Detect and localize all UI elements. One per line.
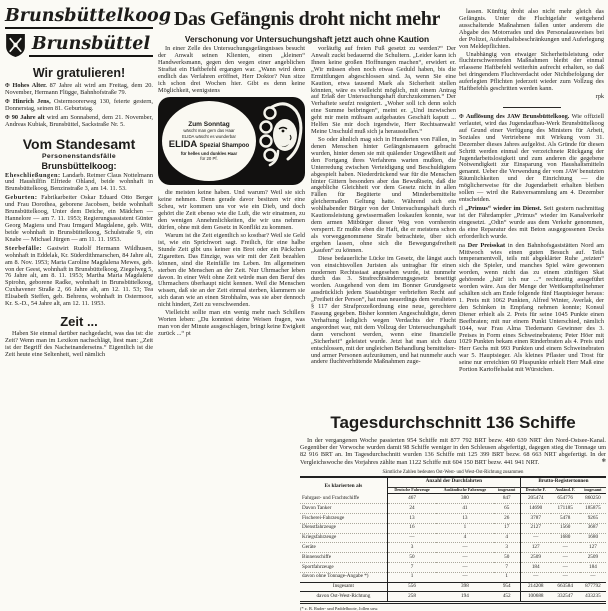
row-label: Sportfahrzeuge (300, 563, 387, 573)
registry-heading: Vom Standesamt (22, 135, 136, 152)
table-cell: 185875 (580, 504, 606, 514)
item-lead: Hohes Alter. (12, 82, 47, 89)
column-subheader: Deutsche F. (520, 487, 550, 494)
ad-brand (169, 140, 249, 150)
table-cell: 847 (494, 494, 521, 504)
table-cell: 452 (494, 592, 521, 603)
table-cell: 50 (494, 553, 521, 563)
table-row (300, 533, 606, 543)
table-cell: 13 (436, 514, 493, 524)
column-subheader: Ausländ. F. (551, 487, 580, 494)
ad-line: ELIDA wäscht es wunderbar (182, 133, 236, 139)
registry-entry (5, 246, 153, 308)
table-cell: 3787 (520, 514, 550, 524)
table-cell: 663584 (551, 582, 580, 592)
table-cell: 433235 (580, 592, 606, 603)
column-subheader: Ausländische Fahrzeuge (436, 487, 493, 494)
table-cell: 1560 (551, 523, 580, 533)
table-cell: 4 (436, 533, 493, 543)
row-label: Geräte (300, 543, 387, 553)
left-column (5, 58, 153, 360)
table-row (300, 543, 606, 553)
row-label: davon Ost-West-Richtung (300, 592, 387, 603)
shipping-table (300, 476, 606, 604)
item-text: 87 Jahre alt wird am Freitag, dem 20. November, Hermann Flügge, Bahnhofstraße 79. (5, 82, 153, 96)
table-cell: 14690 (520, 504, 550, 514)
item-lead: Hinrich Jens, (12, 97, 51, 105)
table-cell: 4 (494, 533, 521, 543)
item-lead: Der Preisskat (467, 241, 506, 249)
paragraph: Unabhängig von etwaiger Sicherheitsleistung oder fluchterschwerenden Maßnahmen bleibt der einmal erlassene Haftbefehl weiterhin aufrecht erhalten, so daß bei dringendem Fluchtverdacht oder Nichtbefolgung der auferlegten Pflichten jederzeit wieder zum Vollzug des Haftbefehls geschritten werden kann. (459, 50, 604, 93)
item-prefix: na (459, 241, 465, 249)
ad-brand-name: ELIDA (168, 139, 197, 151)
item-lead: „Primus“ wieder im Dienst. (465, 204, 542, 212)
main-headline: Das Gefängnis droht nicht mehr (173, 8, 441, 30)
ship-table-body (300, 494, 606, 603)
table-cell: — (436, 543, 493, 553)
table-cell: 258 (387, 592, 436, 603)
article-text (311, 46, 456, 366)
masthead-title-top: Brunsbüttelkoog (5, 6, 153, 29)
row-label: Fahrgast- und Frachtschiffe (300, 494, 387, 504)
entry-text: Gastwirt Rudolf Hermann Wildhusen, wohnhaft in Eddelak, Kr. Süderdithmarschen, 84 Jahre alt, am 8. Nov. 1953; Maria Caroline Magdalena Mewes, geb. von der Geest, wohnhaft in Brunsbüttelkoog, Ziegelweg 5, 76 Jahre alt, am 8. 11. 1953; Martha Maria Magdalene Spirohn, geborene Radke, wohnhaft in Brunsbüttelkoog, Cuxhavener Straße 2, 66 Jahre alt, am 12. 11. 53; Tea Elisabeth Steffen, geb. Behrens, wohnhaft in Ostermoor, Kr. S.-D., 54 Jahre alt, am 12. 11. 1953. (5, 244, 153, 308)
table-cell: 13 (387, 514, 436, 524)
table-cell: 7 (494, 563, 521, 573)
table-cell: 3687 (580, 523, 606, 533)
row-label: Davon Tanker (300, 504, 387, 514)
article-column-1 (158, 46, 305, 339)
table-cell: — (436, 553, 493, 563)
table-cell: 214208 (520, 582, 550, 592)
congrats-item (5, 115, 153, 129)
registry-entry (5, 173, 153, 194)
congrats-item (5, 83, 153, 97)
column-subheader: Deutsche Fahrzeuge (387, 487, 436, 494)
ad-line: Zum Sonntag (188, 121, 230, 129)
table-cell: 2127 (520, 523, 550, 533)
row-label: Kriegsfahrzeuge (300, 533, 387, 543)
table-cell: 556 (387, 582, 436, 592)
table-cell: 1 (436, 523, 493, 533)
table-footnote: (* z. B. Ruder- und Paddelboote, Jollen usw. (300, 606, 379, 611)
item-lead: 90 Jahre alt (11, 113, 45, 121)
table-row (300, 592, 606, 603)
table-cell: 2509 (520, 553, 550, 563)
paragraph: Diese bedauerliche Lücke im Gesetz, die längst auch von einsichtsvollen Juristen als untragbar für einen modernen Rechtsstaat angesehen wurde, ist nunmehr durch das 3. Strafrechtsänderungsgesetz beseitigt worden. Ausgehend von dem im Bonner Grundgesetz ausdrücklich jedem Staatsbürger verbrieften Recht auf „Freiheit der Person“, hat man neuerdings dem veralteten § 117 der Strafprozeßordnung eine neue, gerechtere Fassung gegeben. Bisher konnten Angeschuldigte, deren Verhaftung lediglich wegen Verdachts der Flucht angeordnet war, mit dem Vollzug der Untersuchungshaft dann verschont werden, wenn eine finanzielle „Sicherheit“ geleistet wurde. Jetzt hat man sich dazu entschlossen, mit der ungleichen Behandlung bemittelter- und armer Personen aufzuräumen, und hat nunmehr auch andere fluchtverhütende Maßnahmen zuge- (311, 254, 457, 366)
table-cell: 2509 (580, 553, 606, 563)
news-item (459, 206, 604, 241)
table-cell: 877792 (580, 582, 606, 592)
table-cell: 467 (387, 494, 436, 504)
registry-place: Brunsbüttelkoog: (41, 160, 117, 171)
entry-text: Fabrikarbeiter Oskar Eduard Otto Berger und Frau Dorothea, geborene Jacobsen, beide wohnhaft Brunsbüttelkoog, Unter dem Deiche, ein Mädchen — Hannelore — am 7. 11. 1953; Regierungsassistent Günter Georg Magiera und Frau Irmgard Magdalene, geb. Witt, beide wohnhaft in Brunsbüttelkoog, Schulstraße 9, ein Knabe — Michael Jürgen — am 11. 11. 1953. (5, 194, 153, 243)
table-row (300, 504, 606, 514)
main-article-header (158, 8, 456, 44)
table-cell: 380 (436, 494, 493, 504)
table-cell: 398 (436, 582, 493, 592)
table-cell: 1 (494, 572, 521, 582)
ad-line: für helles und dunkles Haar (180, 150, 238, 156)
zeit-paragraph: Haben Sie einmal darüber nachgedacht, was das ist: die Zeit? Wenn man im Lexikon nachschlägt, liest man: „Zeit ist der Begriff des Nacheinanderseins.“ Eigentlich ist die Zeit heute eine Seltenheit, weil nämlich (5, 330, 153, 358)
table-cell: 9265 (580, 514, 606, 524)
table-row (300, 572, 606, 582)
masthead-title-bottom: Brunsbüttel (29, 34, 153, 57)
table-cell: 127 (520, 543, 550, 553)
item-text: wird am Sonnabend, dem 21. November, Andreas Kubiak, Brunsbüttel, Sackstraße Nr. 5. (5, 113, 153, 128)
table-cell: 41 (436, 504, 493, 514)
table-cell: 16 (387, 523, 436, 533)
table-cell: — (551, 563, 580, 573)
table-cell: — (551, 572, 580, 582)
row-label: Fischerei-Fahrzeuge (300, 514, 387, 524)
table-cell: 127 (580, 543, 606, 553)
table-cell: 1 (387, 572, 436, 582)
right-column (459, 9, 604, 376)
table-cell: 65 (494, 504, 521, 514)
shipping-text: In der vergangenen Woche passierten 954 Schiffe mit 877 792 BRT bezw. 480 639 NRT den Nord-Ostsee-Kanal. Gegenüber der Vorwoche wurden damit 98 Schiffe weniger in den Schleusen abgefertigt, dagegen stieg die Tonnage um 82 916 BRT an. Im Tagesdurchschnitt wurden 136 Schiffe mit 125 399 BRT bezw. 68 663 NRT abgefertigt. In der Vergleichswoche des Vorjahres zählte man 1122 Schiffe mit 604 150 BRT bezw. 441 941 NRT. (300, 437, 606, 466)
item-text: Ostermoorerweg 130, feierte gestern, Donnerstag, seinen 81. Geburtstag. (5, 97, 154, 112)
table-cell: — (580, 572, 606, 582)
ad-line: wäscht man gern das Haar (183, 128, 235, 134)
news-item (459, 114, 604, 204)
masthead (5, 6, 171, 58)
table-cell: 24 (387, 504, 436, 514)
article-column-2 (311, 46, 456, 367)
row-label: Binnenschiffe (300, 553, 387, 563)
table-cell: 100688 (520, 592, 550, 603)
item-lead: Auflösung des JAW Brunsbüttelkoog. (465, 112, 570, 120)
entry-lead: Geburten: (5, 194, 38, 202)
table-cell: 205474 (520, 494, 550, 504)
coat-of-arms-icon (5, 33, 26, 58)
column-header: Es klarierten als (300, 477, 387, 494)
row-label: davon ohne Tonnage-Angabe *) (300, 572, 387, 582)
table-cell: 860250 (580, 494, 606, 504)
table-cell: 3 (494, 543, 521, 553)
table-header (300, 477, 606, 494)
table-cell: 7 (387, 563, 436, 573)
congrats-heading: Wir gratulieren! (32, 66, 126, 80)
table-cell: 17 (494, 523, 521, 533)
ad-line: für 20 Pf. (200, 156, 218, 162)
ad-brand-rest: Spezial Shampoo (199, 143, 250, 150)
table-row (300, 514, 606, 524)
row-label: Insgesamt (300, 582, 387, 592)
table-cell: 5478 (551, 514, 580, 524)
table-row (300, 563, 606, 573)
cross-icon: ✠ (5, 83, 10, 89)
table-cell: 1680 (580, 533, 606, 543)
table-cell: 50 (387, 553, 436, 563)
zeit-continuation (158, 190, 305, 337)
cross-icon: ✠ (5, 114, 10, 121)
paragraph: vorläufig auf freien Fuß gesetzt zu werden?“ Der Anwalt zuckt bedauernd die Schultern. „Leider kann ich Ihnen keine großen Hoffnungen machen“, erwidert er. „Wir müssen eben noch etwas Geduld haben, bis die Ermittlungen abgeschlossen sind. Ja, wenn Sie eine Kaution, etwa tausend Mark als Sicherheit stellen könnten, wäre es vielleicht möglich, mit einem Antrag auf Erlaß der Untersuchungshaft durchzukommen.“ Der Verhaftete seufzt resigniert. „Woher soll ich denn solch eine Summe beibringen“, meint er. „Und inzwischen geht mir mein mühsam aufgebautes Geschäft kaputt ... Helfen Sie mir doch irgendwie, Herr Rechtsanwalt! Meine Unschuld muß sich ja herausstellen.“ (311, 45, 456, 136)
paragraph: lassen. Künftig droht also nicht mehr gleich das Gefängnis. Unter die Fluchtgefahr weitgehend ausschaltende Maßnahmen fallen unter anderem die Abgabe des Motorrades und des Personalausweises bei der Polizei, Aufenthaltsbeschränkungen und Auferlegung von Meldepflichten. (459, 8, 604, 50)
paragraph: die meisten keine haben. Und warum? Weil sie sich keine nehmen. Denn gerade davor besitzen wir eine Scheu, wir kommen uns vor wie ein Dieb, und doch gehört die Zeit ebenso wie die Luft, die wir einatmen, zu den wenigen Annehmlichkeiten, die wir uns nehmen dürfen, ohne mit dem Gesetz in Konflikt zu kommen. (158, 189, 305, 232)
column-group-header: Brutto-Registertonnen (520, 477, 606, 487)
paragraph: Warum ist die Zeit eigentlich so kostbar? Weil sie Geld ist, wie ein Sprichwort sagt. Freilich, für eine halbe Stunde Zeit gibt uns keiner ein Brot oder ein Päckchen Zigaretten. Das Einzige, was wir mit der Zeit bezahlen können, sind die Reinfälle im Leben. Im allgemeinen sterben die Menschen an der Zeit. Nur Uhrmacher leben davon. In einer Welt ohne Zeit würde man den Beruf des Uhrmachers überhaupt nicht kennen. Weil die Menschen wissen, daß sie an der Zeit einmal sterben, klammern sie sich daran wie an einen Strohhalm, was sie aber dennoch nicht hindert, Zeit zu verschwenden. (158, 231, 305, 309)
entry-lead: Eheschließungen: (5, 171, 61, 179)
woman-illustration (260, 99, 304, 181)
item-text: in den Bahnhofsgaststätten Nord am Mittwoch wies einen guten Besuch auf. Teils temperamentvoll, teils mit abgeklärter Ruhe „reizten“ sich die Spieler, und manches Spiel wäre gewonnen worden, wenn nicht das zu einem zünftigen Skat gehörende „hätt' ich nur ...“ rechtzeitig ausgeführt worden wäre. Aus der Menge der Wettkampfteilnehmer schälten sich am Ende folgende fünf Hauptsieger heraus: 1. Preis mit 1062 Punkten, Alfred Winter, Averlak, der den Schinken in Empfang nehmen konnte; Konsul Diener erhielt als 2. Preis für seine 1045 Punkte einen Beefbraten; mit nur einem Punkt Unterschied, nämlich 1044, war Frau Alma Tiedemann Gewinner des 3. Preises in Form eines Schweinebratens; Peter Höer mit 1029 Punkten bekam einen Rinderbraten als 4. Preis und Herr Gechs mit 993 Punkten und einem Schweinebraten war 5. Hauptsieger. Als kleines Pflaster und Trost für seine nur erreichten 60 Pluspunkte erhielt Herr Maß eine Portion Kartoffelsalat mit Würstchen. (459, 241, 605, 374)
entry-lead: Sterbefälle: (5, 244, 43, 252)
table-cell: 954 (494, 582, 521, 592)
registry-subheading: Personenstandsfälle (41, 152, 117, 160)
table-cell: 654776 (551, 494, 580, 504)
cross-icon: ✠ (5, 98, 10, 105)
table-cell: 194 (436, 592, 493, 603)
article-text (459, 9, 604, 93)
table-row (300, 582, 606, 592)
elida-advertisement (158, 97, 305, 185)
registry-entry (5, 195, 153, 243)
news-item (459, 243, 604, 375)
paragraph: In einer Zelle des Untersuchungsgefängnisses besucht der Anwalt seinen Klienten, einen „kleinen“ Handwerksmann, gegen den wegen einer angeblichen Straftat ein Haftbefehl ergangen war. „Wann wird denn endlich das Verfahren eröffnet, Herr Doktor? Nun sitze ich schon drei Wochen hier. Gibt es denn keine Möglichkeit, wenigstens (158, 45, 305, 94)
table-cell: — (387, 533, 436, 543)
column-subheader: insgesamt (494, 487, 521, 494)
table-cell: 332547 (551, 592, 580, 603)
table-row (300, 553, 606, 563)
column-group-header: Anzahl der Durchfahrten (387, 477, 520, 487)
item-text: Wie offiziell verlautet, wird das Jugendaufbau-Werk Brunsbüttelkoog auf Grund einer Verfügung des Ministers für Arbeit, Soziales und Vertriebene mit Wirkung vom 31. Dezember dieses Jahres aufgelöst. Als Gründe für diesen Schritt werden einmal der verzeichnete Rückgang der Jugendarbeitslosigkeit und zum anderen die gegebene Notwendigkeit zur Einsparung von Haushaltsmitteln genannt. Ueber die Verwendung der vom JAW benutzten Räumlichkeiten und der Einrichtung — die möglicherweise für die Jugendarbeit erhalten bleiben sollen — wird die Ratsversammlung am 4. Dezember entscheiden. (459, 112, 604, 204)
table-cell: 26 (494, 514, 521, 524)
table-caption: Sämtliche Zahlen bedeuten Ost-West- und West-Ost-Richtung zusammen (382, 469, 524, 475)
entry-text: Landarb. Reimer Claus Nottelmann und Haushilfin Elfriede Ohland, beide wohnhaft in Brunsbüttelkoog, Benzinstraße 3, am 14. 11. 53. (5, 171, 153, 193)
table-cell: 184 (580, 563, 606, 573)
table-cell: 184 (520, 563, 550, 573)
table-cell: — (520, 572, 550, 582)
table-cell: — (551, 543, 580, 553)
shipping-section (300, 413, 606, 611)
table-row (300, 523, 606, 533)
table-cell: 171185 (551, 504, 580, 514)
section-divider (503, 107, 561, 108)
cross-icon: ✠ (459, 113, 464, 120)
item-prefix: rl (459, 204, 463, 212)
zeit-heading: Zeit ... (60, 314, 98, 330)
column-subheader: insgesamt (580, 487, 606, 494)
congrats-item (5, 99, 153, 113)
article-byline: rpk (595, 93, 604, 101)
shipping-headline: Tagesdurchschnitt 136 Schiffe (330, 413, 576, 432)
table-row (300, 494, 606, 504)
table-cell: 1680 (551, 533, 580, 543)
table-cell: — (436, 572, 493, 582)
table-cell: 3 (387, 543, 436, 553)
paragraph: Vielleicht sollte man ein wenig mehr nach Schillers Worten leben: „Du konntest deine Weisen fragen, was man von der Minute ausgeschlagen, bringt keine Ewigkeit zurück ...“ pt (158, 309, 305, 337)
ad-text-oval (162, 101, 256, 181)
table-cell: — (520, 533, 550, 543)
row-label: Dienstfahrzeuge (300, 523, 387, 533)
table-cell: — (436, 563, 493, 573)
main-subhead: Verschonung vor Untersuchungshaft jetzt auch ohne Kaution (184, 34, 430, 44)
shipping-paragraph (300, 437, 606, 466)
item-text: Seit gestern nachmittag ist der Fährdampfer „Primus“ wieder im Kanalverkehr eingesetzt. „Odin“ wurde aus dem Verkehr genommen, da eine Reparatur des mit Beton ausgegossenen Decks erforderlich wurde. (459, 204, 604, 240)
table-cell: — (551, 553, 580, 563)
asterisk-icon: ✻ (601, 457, 606, 464)
paragraph: So oder ähnlich mag sich in Hunderten von Fällen, in denen Menschen hinter Gefängnismauern gebracht wurden, hinter denen sie mit quälender Ungewißheit auf den Fortgang ihres Verfahrens warten mußten, die Unterredung zwischen Verteidigung und Beschuldigtem abgespielt haben. Niederdrückend war für die Menschen hinter Gittern besonders aber das Bewußtsein, daß die angebliche Gleichheit vor dem Gesetz nicht in allen Fällen für Begüterte und Minderbemittelte gleichermaßen Geltung hatte. Während sich ein wohlhabender Bürger von der Untersuchungshaft durch Kautionsleistung gewissermaßen loskaufen konnte, war dem armen Mitbürger dieser Weg von vornherein versperrt. Er mußte eben die Haft, die er meistens schon als vorweggenommene Strafe betrachtete, über sich ergehen lassen, ohne sich die Bewegungsfreiheit „kaufen“ zu können. (311, 135, 456, 254)
